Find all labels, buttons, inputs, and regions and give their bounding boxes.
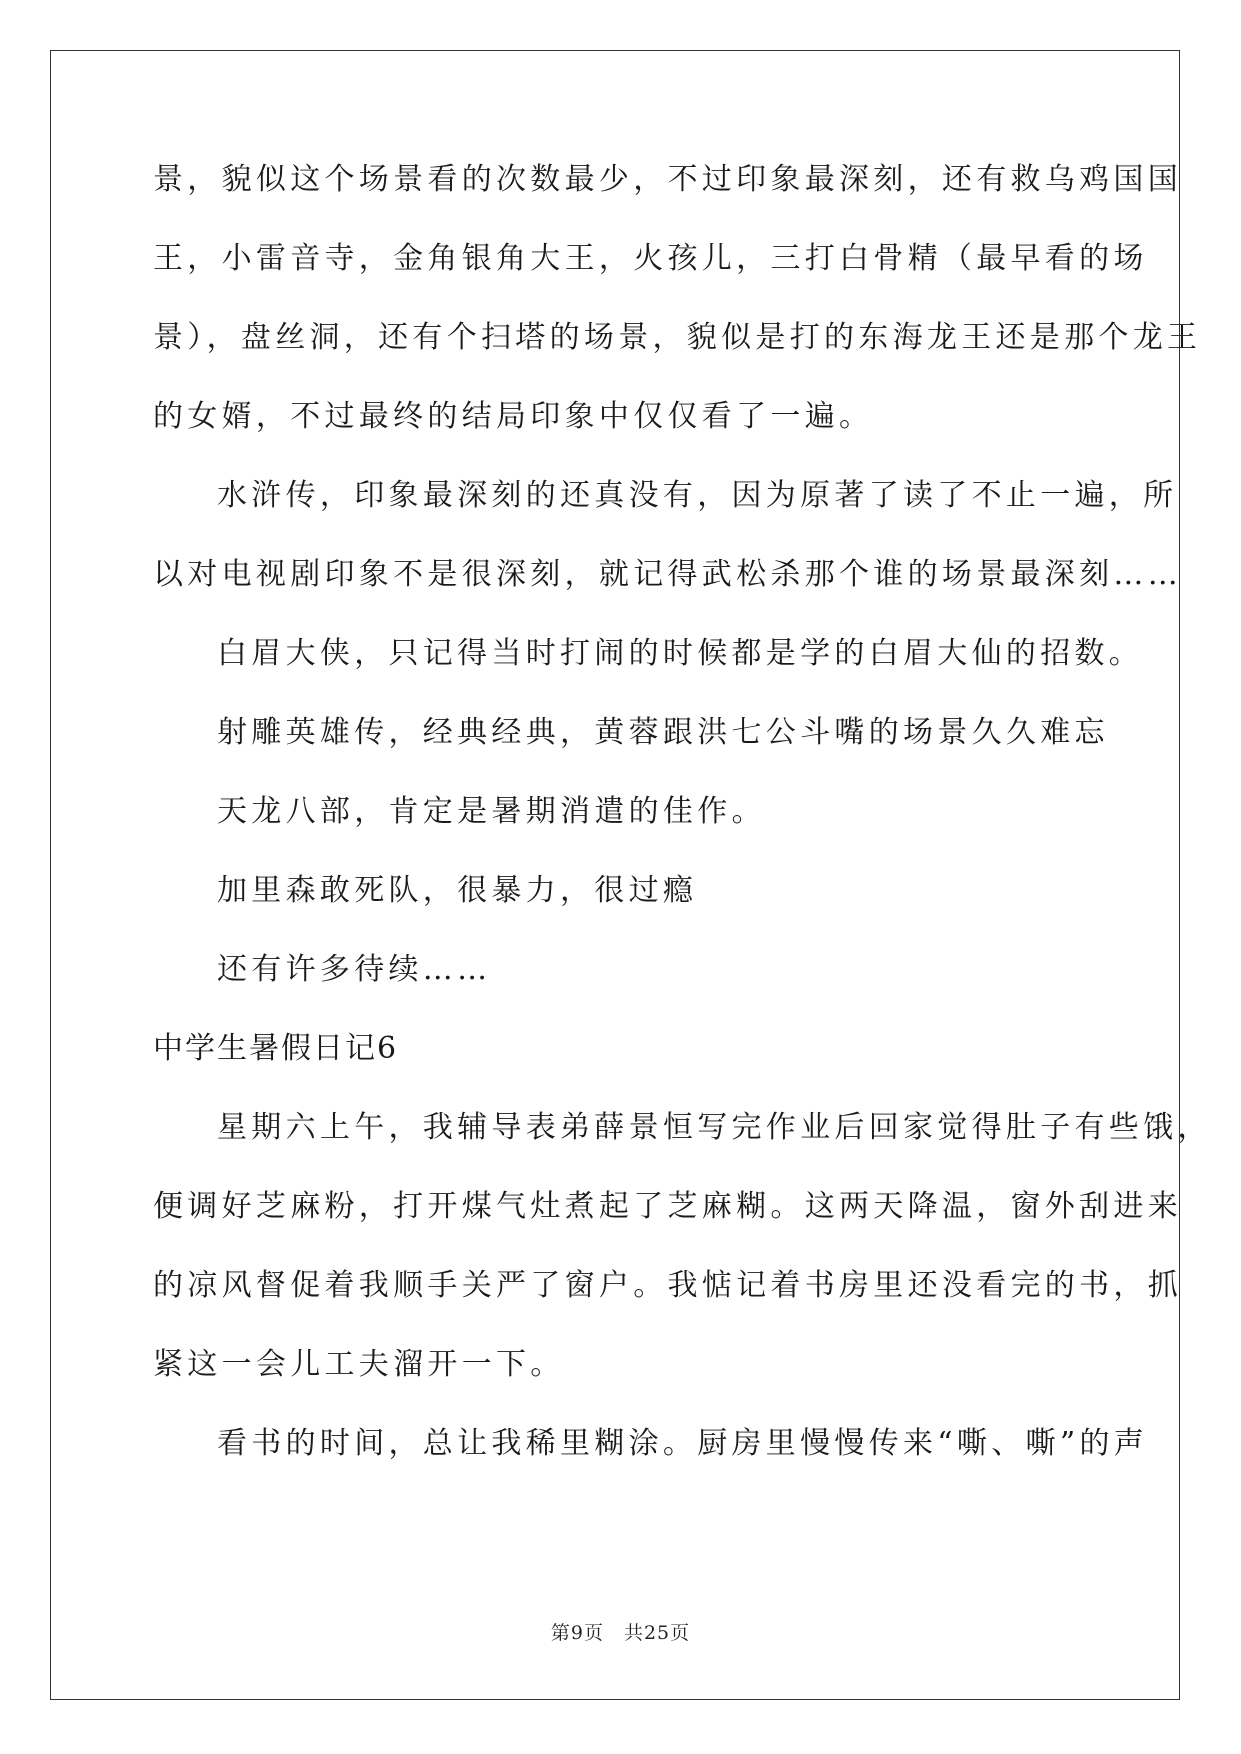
page-number: 第9页 共25页 (550, 1622, 691, 1644)
text-line: 星期六上午，我辅导表弟薛景恒写完作业后回家觉得肚子有些饿， (217, 1110, 1212, 1145)
text-line: 以对电视剧印象不是很深刻，就记得武松杀那个谁的场景最深刻…… (153, 557, 1182, 592)
text-line: 射雕英雄传，经典经典，黄蓉跟洪七公斗嘴的场景久久难忘 (217, 715, 1109, 750)
text-line: 的女婿，不过最终的结局印象中仅仅看了一遍。 (153, 399, 874, 434)
text-line: 王，小雷音寺，金角银角大王，火孩儿，三打白骨精（最早看的场 (153, 241, 1148, 276)
text-line: 天龙八部，肯定是暑期消遣的佳作。 (217, 794, 766, 829)
text-line: 景，貌似这个场景看的次数最少，不过印象最深刻，还有救乌鸡国国 (153, 162, 1182, 197)
text-line: 看书的时间，总让我稀里糊涂。厨房里慢慢传来“嘶、嘶”的声 (217, 1426, 1149, 1461)
text-line: 便调好芝麻粉，打开煤气灶煮起了芝麻糊。这两天降温，窗外刮进来 (153, 1189, 1182, 1224)
text-line: 加里森敢死队，很暴力，很过瘾 (217, 873, 698, 908)
section-heading: 中学生暑假日记6 (153, 1031, 399, 1066)
text-line: 还有许多待续…… (217, 952, 492, 987)
text-line: 的凉风督促着我顺手关严了窗户。我惦记着书房里还没看完的书，抓 (153, 1268, 1182, 1303)
text-line: 白眉大侠，只记得当时打闹的时候都是学的白眉大仙的招数。 (217, 636, 1144, 671)
text-line: 景），盘丝洞，还有个扫塔的场景，貌似是打的东海龙王还是那个龙王 (153, 320, 1202, 355)
document-body (153, 160, 1212, 1503)
text-line: 水浒传，印象最深刻的还真没有，因为原著了读了不止一遍，所 (217, 478, 1178, 513)
text-line: 紧这一会儿工夫溜开一下。 (153, 1347, 565, 1382)
